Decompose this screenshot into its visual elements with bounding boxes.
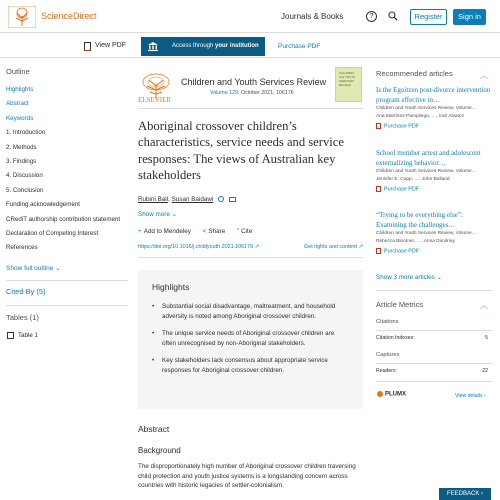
outline-item-keywords[interactable]: Keywords [6, 114, 34, 122]
outline-item-highlights[interactable]: Highlights [6, 86, 34, 93]
rights-text: Get rights and content [304, 244, 358, 250]
highlights-box [138, 270, 363, 409]
divider [138, 108, 363, 109]
outline-item-findings[interactable]: 3. Findings [6, 158, 37, 166]
abstract-heading: Abstract [138, 424, 170, 434]
highlight-item: • The unique service needs of Aboriginal crossover children are often unrecognised by non-Aboriginal stakeholders. [152, 329, 349, 348]
chevron-right-icon: › [484, 393, 486, 399]
divider [6, 280, 128, 281]
top-header [0, 0, 500, 33]
article-actions [138, 228, 262, 235]
elsevier-wordmark: ELSEVIER [138, 96, 172, 104]
outline-title: Outline [6, 67, 30, 76]
cited-by-link[interactable]: Cited By (5) [6, 287, 46, 296]
citation-indexes-row [376, 335, 488, 341]
view-pdf-link[interactable]: View PDF [95, 42, 126, 49]
recommended-article [376, 210, 492, 254]
recommended-articles-heading: Recommended articles [376, 69, 453, 78]
highlight-item: • Key stakeholders lack consensus about appropriate service responses for Aboriginal crossover children. [152, 356, 349, 375]
pdf-icon [376, 123, 381, 129]
purchase-pdf-link[interactable] [376, 123, 492, 129]
background-heading: Background [138, 446, 181, 455]
show-more-articles-label: Show 3 more articles [376, 274, 435, 281]
captures-label: Captures [376, 352, 400, 358]
citations-label: Citations [376, 319, 399, 325]
share-label: Share [208, 228, 226, 235]
access-bold: your institution [215, 43, 259, 49]
journals-books-link[interactable]: Journals & Books [281, 12, 344, 21]
divider [376, 290, 492, 291]
purchase-pdf-link[interactable] [376, 248, 492, 254]
search-icon[interactable] [388, 11, 398, 21]
readers-value: 22 [482, 368, 488, 374]
email-icon[interactable] [229, 197, 236, 202]
view-details-label: View details [455, 393, 483, 399]
doi-text: https://doi.org/10.1016/j.childyouth.2021.106176 [138, 244, 254, 250]
plus-icon: + [138, 228, 142, 235]
article-metrics-heading: Article Metrics [376, 300, 424, 309]
divider [6, 305, 128, 306]
rights-link[interactable] [304, 244, 363, 250]
outline-item-credit[interactable]: CRediT authorship contribution statement [6, 215, 121, 223]
feedback-label: FEEDBACK [446, 491, 480, 497]
recommended-article-authors: Jennifer E. Copp, …, John Bolland [376, 176, 450, 182]
journal-title-link[interactable]: Children and Youth Services Review [181, 77, 327, 87]
recommended-article-authors: Rebecca Bloomer, …, Anna Dimitriay [376, 238, 455, 244]
recommended-article-authors: Ana Martínez-Pampliega, …, Iratí Alvarez [376, 113, 465, 119]
journal-cover-image[interactable] [335, 67, 362, 102]
authors-line: Rubini Ball, Susan Baidawi [138, 196, 236, 203]
outline-item-declaration[interactable]: Declaration of Competing Interest [6, 230, 99, 238]
cite-button[interactable] [237, 228, 257, 235]
divider [376, 363, 492, 364]
abstract-paragraph: The disproportionately high number of Aboriginal crossover children traversing child protection and youth justice systems is a longstanding concern across countries with historic legacies of settler-colonialism. [138, 463, 356, 490]
purchase-pdf-link[interactable]: Purchase PDF [278, 43, 321, 50]
show-full-outline-label: Show full outline [6, 265, 54, 272]
add-mendeley-label: Add to Mendeley [143, 228, 191, 235]
outline-item-introduction[interactable]: 1. Introduction [6, 129, 46, 137]
outline-item-discussion[interactable]: 4. Discussion [6, 172, 43, 180]
readers-row [376, 368, 488, 374]
pdf-icon[interactable] [84, 42, 91, 51]
pdf-icon [376, 186, 381, 192]
author-profile-icon[interactable] [218, 196, 224, 202]
purchase-pdf-label: Purchase PDF [384, 123, 420, 130]
plumx-text: PLUMX [385, 391, 406, 398]
pdf-icon [376, 248, 381, 254]
elsevier-tree-logo-icon[interactable] [8, 6, 36, 28]
chevron-up-icon[interactable]: ︿ [480, 301, 488, 310]
volume-link[interactable]: Volume 129 [210, 90, 238, 96]
cite-label: Cite [241, 228, 253, 235]
register-button[interactable]: Register [410, 9, 447, 25]
outline-item-funding[interactable]: Funding acknowledgement [6, 201, 80, 209]
share-icon: < [202, 228, 207, 235]
highlights-list [152, 302, 349, 376]
show-more-button[interactable] [138, 211, 177, 218]
chevron-down-icon: ⌄ [171, 211, 177, 218]
readers-label: Readers: [376, 368, 398, 374]
external-link-icon: ↗ [254, 244, 260, 250]
institution-icon [148, 42, 158, 51]
chevron-down-icon: ⌄ [55, 265, 61, 272]
recommended-article-title[interactable]: Is the Egoitzen post-divorce intervention program effective in… [376, 86, 491, 104]
issue-date: , October 2021, 106176 [237, 90, 294, 96]
purchase-pdf-link[interactable] [376, 186, 492, 192]
outline-panel [6, 67, 134, 256]
access-institution-button[interactable] [141, 37, 265, 56]
article-title: Aboriginal crossover children’s characteristics, service needs and service responses: The views of Australian key stakeholders [138, 119, 344, 183]
highlight-item: • Substantial social disadvantage, maltreatment, and household adversity is noted among Aboriginal crossover children. [152, 302, 349, 321]
feedback-button[interactable] [439, 488, 491, 500]
journal-volume [210, 90, 294, 96]
divider [376, 381, 492, 382]
recommended-article-journal: Children and Youth Services Review, Volume… [376, 169, 477, 174]
help-icon[interactable]: ? [366, 11, 377, 22]
chevron-right-icon: › [481, 491, 483, 497]
author-link[interactable]: Rubini Ball [138, 196, 169, 203]
divider [138, 257, 363, 258]
doi-link[interactable] [138, 244, 259, 250]
divider [376, 330, 492, 331]
show-more-label: Show more [138, 211, 170, 218]
recommended-article-journal: Children and Youth Services Review, Volume… [376, 106, 477, 111]
recommended-article [376, 85, 492, 129]
chevron-up-icon[interactable]: ︿ [480, 71, 488, 80]
chevron-down-icon: ⌄ [436, 274, 442, 281]
access-prefix: Access through [172, 43, 214, 49]
highlights-heading: Highlights [152, 282, 190, 292]
purchase-pdf-label: Purchase PDF [384, 186, 420, 193]
recommended-article-journal: Children and Youth Services Review, Volume… [376, 231, 477, 236]
share-button[interactable] [203, 228, 231, 235]
outline-item-conclusion[interactable]: 5. Conclusion [6, 186, 44, 194]
quote-icon: ” [236, 228, 240, 235]
cover-text: CHILDREN and YOUTH SERVICES REVIEW [339, 71, 356, 87]
citation-indexes-value: 5 [485, 335, 488, 341]
add-to-mendeley-button[interactable] [138, 228, 196, 235]
table-1-link[interactable]: Table 1 [18, 332, 38, 339]
external-link-icon: ↗ [358, 244, 364, 250]
tables-heading: Tables (1) [6, 313, 39, 322]
outline-item-abstract[interactable]: Abstract [6, 100, 29, 108]
sciencedirect-brand[interactable]: ScienceDirect [41, 11, 97, 21]
article-toolbar [0, 34, 500, 58]
citation-indexes-label: Citation Indexes: [376, 335, 415, 341]
sign-in-button[interactable]: Sign in [453, 9, 486, 25]
recommended-article [376, 148, 492, 192]
recommended-article-title[interactable]: School member arrest and adolescent externalizing behavior… [376, 149, 481, 167]
author-link[interactable]: Susan Baidawi [171, 196, 214, 203]
plumx-icon [377, 391, 383, 397]
outline-item-references[interactable]: References [6, 244, 38, 252]
plumx-logo [377, 391, 406, 398]
purchase-pdf-label: Purchase PDF [384, 248, 420, 255]
view-details-link[interactable] [455, 393, 486, 399]
recommended-article-title[interactable]: “Trying to be everything else”: Examining the challenges… [376, 211, 463, 229]
show-full-outline-button[interactable] [6, 264, 61, 272]
show-more-articles-button[interactable] [376, 274, 442, 281]
table-icon [7, 332, 14, 339]
outline-item-methods[interactable]: 2. Methods [6, 143, 37, 151]
